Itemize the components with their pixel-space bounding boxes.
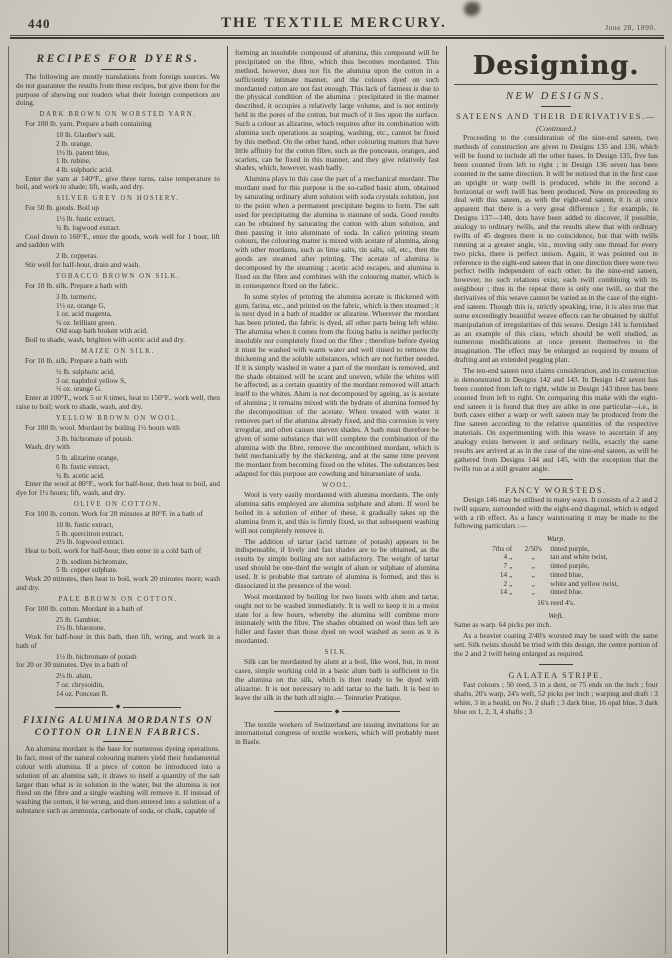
recipe-heading: OLIVE ON COTTON. [73,500,163,508]
warp-spec-cell: 2/50's [524,543,542,553]
warp-spec-cell: „ [531,578,535,588]
warp-spec-cell: „ [531,569,535,579]
warp-spec-cell: tinted purple, [550,561,590,571]
ingredient-line: 14 oz. Ponceau R. [56,689,109,698]
paragraph: For 100 lb. wool. Mordant by boiling 1½ hours with [25,422,180,432]
warp-spec-cell: 2 „ [503,578,513,588]
ingredient-line: 1½ oz. orange G, [56,301,106,310]
ingredient-line: 6 lb. fustic extract, [56,462,110,471]
ingredient-line: ¾ lb. logwood extract. [56,223,121,232]
center-italic-label: (Continued.) [536,123,576,133]
subsection-title: SATEENS AND THEIR DERIVATIVES.— [456,110,656,121]
paragraph: Boil to shade, wash, brighten with acetic acid and dry. [25,335,186,345]
warp-spec-cell: „ [531,587,535,597]
paragraph: The ten-end sateen next claims consideration, and its construction is demonstrated in Designs 142 and 143. In Design 142 seven has been counted from left to right, while in Design 143 three has been counted from left to right. On comparing this make with the eight-end sateen it is found that they are alike in one particular—i.e., in both cases either a warp or weft sateen may be produced from the fine sateen according to the relative quantities of the respective materials. On experimenting with this weave to ascertain if any analogy exists between it and ordinary twills, exactly the same results are arrived at as in the case of the nine-end sateen, as will be gathered from Designs 144 and 145, with the exception that the twills run at a still greater angle. [454,366,658,473]
paragraph: Proceeding to the consideration of the nine-end sateen, two methods of construction are given in Designs 135 and 136, which will be found to include all the other bases. In Design 135, five has been counted from left to right ; in Design 136 seven has been counted in the same direction. It will be noticed that in the first case an upright or warp twill is produced, while in the second a horizontal or weft twill has been produced. Now on proceeding to deal with this sateen, as with the eight-end sateen, it is at once apparent that there is a very great difference ; for example, in Designs 137—140, dots have been added to discover, if possible, analogy to ordinary twills, and the results shew that with ordinary twills of 45 degrees there is no coincidence, but that with twills running at a greater angle, viz., moving only one thread for every two picks, there is perfect unison. Again, it was pointed out in reference to the eight-end sateen that in one direction there were two perfect twills independent of each other. In the nine-end sateen, however, no such relations exist, each twill combining with its neighbour ; thus in the repeat there is only one twill, so that the derivatives of this weave cannot be varied as in the case of the eight-end sateen. Though this is, strictly speaking, true, it is also true that some exceedingly beautiful weave effects can be obtained by skilful manipulation of irregularities of this weave. Design 141 is furnished as an example of this class, which should be well studied, as numerous modifications at once present themselves to the imagination. The effect may be enlarged as required by means of drafting and an extended pegging plan. [454,133,658,365]
paragraph: The textile workers of Switzerland are issuing invitations for an international congress of textile workers, which will probably meet in Basle. [235,719,439,747]
ingredient-line: ½ oz. orange G. [56,385,102,394]
paragraph: In some styles of printing the alumina acetate is thickened with gum, farina, etc., and printed on the fabric, which is then steamed ; it is next dyed in a bath of madder or alizarine. Wherever the mordant has been printed, the fabric is dyed, all other parts being left white. The alumina when it comes from the fixing baths is neither perfectly insoluble nor completely fixed on the fibre ; therefore before dyeing it must be washed with warm water and well rinsed to remove the thickening and the soluble substances, which are not further needed. If it is simply washed in water a part of the mordant is removed, and the shade obtained will be scant and uneven, while the whites will be affected, as a certain quantity of the mordant removed will attach itself to the whites. Alum is not decomposed by ageing, as is acetate of alumina ; it remains mixed with the hydrate of alumina formed by the decomposition of the acetate. When treated with water it removes part of the alumina already fixed, and this corrosion is very irregular, and often causes uneven shades. A bath must therefore be given of some substance that will complete the combination of the alumina with the fibre, remove the uncombined mordant, which is held mechanically by the thickening, and at the same time prevent the mordant from becoming fixed on the whites. The substances best adapted for this purpose are cowdung and binarseniate of soda. [235,291,439,479]
subsection-heading: SILK. [324,649,350,657]
paragraph: The following are mostly translations from foreign sources. We do not guarantee the results from these recipes, but give them for the purpose of shewing our readers what their foreign competitors are doing. [16,71,220,108]
article-title: FIXING ALUMINA MORDANTS ON COTTON OR LINEN FABRICS. [20,716,216,742]
paragraph: Silk can be mordanted by alum at a boil, like wool, but, in most cases, simple working cold in a basic alum bath is sufficient to fix the alumina on the silk, which is then ready to be dyed with alizarine. It is not necessary to add tartar to the bath. It is best to leave the silk in the bath all night.— Teinturier Pratique. [235,657,439,702]
ingredient-line: 2 lb. orange, [56,139,92,148]
ingredient-line: 2 lb. copperas. [56,252,98,261]
ingredient-line: 3 lb. bichromate of potash. [56,434,134,443]
warp-spec-cell: 4 „ [503,552,513,562]
ingredient-line: 1 lb. rubine, [56,157,91,166]
paragraph: Fast colours ; 50 reed, 3 in a dent, or 75 ends on the inch ; four shafts, 20's warp, 24's weft, 52 picks per inch ; warping and draft : 3 white, 3 in a heald, on No. 2 shaft ; 3 dark blue, 16 opal blue, 3 dark blue on 1, 2, 3, 4 shafts ; 3 [454,680,658,716]
ingredient-line: ¾ lb. acetic acid. [56,471,105,480]
center-italic-label: Weft. [548,610,564,620]
ingredient-line: 5 lb. alizarine orange, [56,454,119,463]
page-number: 440 [28,16,51,31]
paragraph: Stir well for half-hour, drain and wash. [25,259,141,269]
header-rule [10,35,664,39]
ingredient-line: 25 lb. Gambier, [56,615,101,624]
column-recipes [9,46,227,954]
ingredient-line: 1½ lb. bluestone. [56,624,106,633]
paragraph: Alumina plays in this case the part of a mechanical mordant. The mordant used for this purpose is the so-called basic alum, obtained by saturating ordinary alum solution with soda crystals solution, just to the point when a permanent precipitate begins to form. The salt used for precipitating the alumina is stannate of soda. Good results can be obtained by saturating the cotton with alum solution, and then passing it into aluminate of soda. In calico printing steam colours, the colouring matter is mixed with acetate of alumina, along with other mordants, such as lime salts, tin salts, oil, etc., then the goods are steamed after printing. The acetate of alumina is decomposed by the steaming ; acetic acid escapes, and alumina is fixed on the fibre and combines with the colouring matter, which is in consequence fixed on the fabric. [235,174,439,290]
recipe-heading: SILVER GREY ON HOSIERY. [56,195,180,203]
warp-spec-table [466,545,646,598]
columns-container [8,46,666,954]
paragraph: Enter the wool at 80°F., work for half-hour, then heat to boil, and dye for 1½ hours; lift, wash, and dry. [16,479,220,498]
ingredient-line: 7 oz. chrysoidin, [56,680,104,689]
paragraph: Wash, dry with [25,442,70,452]
masthead-rule [454,84,658,85]
ingredient-line: 1½ lb. patent blue, [56,148,110,157]
paragraph: For 100 lb. cotton. Mordant in a bath of [25,603,143,613]
subsection-title: GALATEA STRIPE. [508,669,604,680]
ingredient-line: Old soap bath broken with acid. [56,327,148,336]
ingredient-line: 1 oz. acid magenta, [56,310,112,319]
warp-spec-cell: tinted purple, [550,543,590,553]
section-title: RECIPES FOR DYERS. [16,53,220,70]
center-text: 16's reed 4's. [537,598,575,608]
ingredient-line: 10 lb. fustic extract, [56,520,114,529]
ingredient-line: ½ lb. sulphuric acid, [56,368,115,376]
warp-spec-cell: tan and white twist, [550,552,608,562]
section-rule [539,664,573,665]
warp-spec-cell: 7 „ [503,561,513,571]
warp-spec-cell: 14 „ [499,569,513,579]
center-italic-label: Warp. [546,534,566,544]
paragraph: Enter at 100°F., work 5 or 6 times, heat to 150°F., work well, then raise to boil; work to shade, wash, and dry. [16,392,221,411]
paragraph: Enter the yarn at 140°F., give three turns, raise temperature to boil, and work to shade; lift, wash, and dry. [16,173,220,192]
warp-spec-cell: white and yellow twist, [550,578,619,588]
paragraph: For 100 lb. cotton. Work for 20 minutes at 80°F. in a bath of [25,509,203,519]
ingredient-line: ¾ oz. brilliant green. [56,318,116,327]
subsection-heading: WOOL. [321,482,353,489]
paragraph: Heat to boil, work for half-hour, then enter in a cold bath of [25,545,202,555]
paragraph: for 20 or 30 minutes. Dye in a bath of [16,660,128,670]
warp-spec-row [466,588,646,597]
page-title: THE TEXTILE MERCURY. [220,15,447,31]
paragraph: forming an insoluble compound of alumina, this compound will be precipitated on the fibre, which thus becomes mordanted. This method, however, does not fix the alumina upon the cotton in a sufficiently intimate manner, and the colours dyed on such mordanted cotton are not fast enough. This lack of fastness is due to the physical condition of the alumina : precipitated in the manner described, it occupies a relatively large volume, and is not entirely held in the pores of the cotton, but much of it lies upon the surface. Such a colour as alizarine, which requires after its combination with alumina such operations as soaping, washing, etc., cannot be fixed by this method. On the other hand, other colouring matters that have little affinity for the cotton fibre, such as the ponceaus, oranges, and scarlets, can be fixed in this manner, and they give relatively fast shades, which, however, wash badly. [235,48,439,173]
paragraph: An alumina mordant is the base for numerous dyeing operations. In fact, most of the natural colouring matters yield their fundamental colour with alumina. If a piece of cotton be introduced into a solution of an alumina salt, it draws to itself a quantity of the salt larger than what is in solution in the water, but the alumina is not fixed on the fibre and a single washing will remove it. If instead of washing the cotton, it be wrung, and then entered into a solution of a substance such as ammonia, carbonate of soda, or chalk, capable of [16,744,220,816]
ingredient-line: 5 lb. copper sulphate. [56,566,118,575]
paragraph: Work for half-hour in this bath, then lift, wring, and work in a bath of [16,632,220,650]
paragraph: Wool is very easily mordanted with alumina mordants. The only alumina salts employed are alumina sulphate and alum. If wool be boiled in a solution of either of these, it gradually takes up the alumina from it, and this is firmly fixed, so that subsequent washing will not completely remove it. [235,490,439,535]
warp-spec-cell: „ [531,552,535,562]
ingredient-line: 2 lb. sodium bichromate, [56,557,128,566]
section-rule [539,479,573,480]
recipe-heading: PALE BROWN ON COTTON. [58,595,178,603]
ingredient-line: 10 lb. Glauber's salt, [56,131,115,140]
paragraph: For 10 lb. silk. Prepare a bath with [25,281,128,291]
ingredient-line: 3 lb. turmeric, [56,292,97,301]
warp-spec-cell: tinted blue. [550,587,584,597]
ingredient-line: 2¼ lb. alum, [56,672,93,681]
page-date: June 28, 1890. [605,23,656,32]
new-designs-heading: NEW DESIGNS. [454,91,658,107]
ornament-divider: ◆ [274,709,400,715]
recipe-heading: MAIZE ON SILK. [81,347,155,355]
paragraph: As a heavier coating 2/40's worsted may be used with the same sett. Silk twists should be tried with this design, the centre portion of the 2 and 2 twill being enlarged as required. [454,631,658,658]
recipe-heading: YELLOW BROWN ON WOOL. [55,414,181,422]
ingredient-line: 1½ lb. bichromate of potash [56,652,137,661]
ornament-divider: ◆ [55,704,181,710]
warp-spec-cell: 7ths of [492,543,513,553]
paragraph: Design 146 may be utilised in many ways. It consists of a 2 and 2 twill square, surrounded with the eight-end diagonal, which is edged with a rib effect. As a fancy waistcoating it may be made to the following particulars :— [454,494,658,531]
column-alumina-article [227,46,446,954]
ingredient-line: 3 oz. naphthol yellow S, [56,376,126,385]
column-designing [446,46,665,954]
paragraph: Wool mordanted by boiling for two hours with alum and tartar, ought not to be washed immediately. It is well to keep it in a moist state for a few hours, whereby the alumina will combine more intimately with the fibre. The shades obtained on wool thus left are fuller and faster than those dyed on wool washed as soon as it is mordanted. [235,591,439,646]
page-header [10,10,664,38]
recipe-heading: TOBACCO BROWN ON SILK. [55,272,181,280]
paragraph: Cool down to 160°F., enter the goods, work well for 1 hour, lift and sadden with [16,231,220,250]
ingredient-line: 5 lb. quercitron extract, [56,529,124,538]
masthead-designing: Designing. [472,51,640,81]
warp-spec-cell: tinted blue, [550,569,584,579]
subsection-title: FANCY WORSTEDS. [505,484,607,495]
recipe-heading: DARK BROWN ON WORSTED YARN. [39,111,197,119]
paragraph: For 10 lb. silk. Prepare a bath with [25,356,128,366]
paragraph: Work 20 minutes, then heat to boil, work 20 minutes more; wash and dry. [16,574,220,592]
ingredient-line: 1½ lb. fustic extract, [56,215,116,224]
ingredient-line: 4 lb. sulphuric acid. [56,165,113,174]
paragraph: The addition of tartar (acid tartrate of potash) appears to be indispensable, if lively and fast shades are to be obtained, as the results by simple boiling are not satisfactory. The weight of tartar used should be one-third the weight of alum or sulphate of alumina used. It is probable that tartrate of alumina is formed, and this is dissociated in the presence of the wool. [235,536,439,590]
paragraph: For 50 lb. goods. Boil up [25,203,100,213]
warp-spec-cell: 14 „ [499,587,513,597]
ingredient-line: 2½ lb. logwood extract. [56,538,125,547]
warp-spec-cell: „ [531,561,535,571]
paragraph: Same as warp. 64 picks per inch. [454,620,552,630]
paragraph: For 100 lb. yarn. Prepare a bath containing [25,119,152,129]
